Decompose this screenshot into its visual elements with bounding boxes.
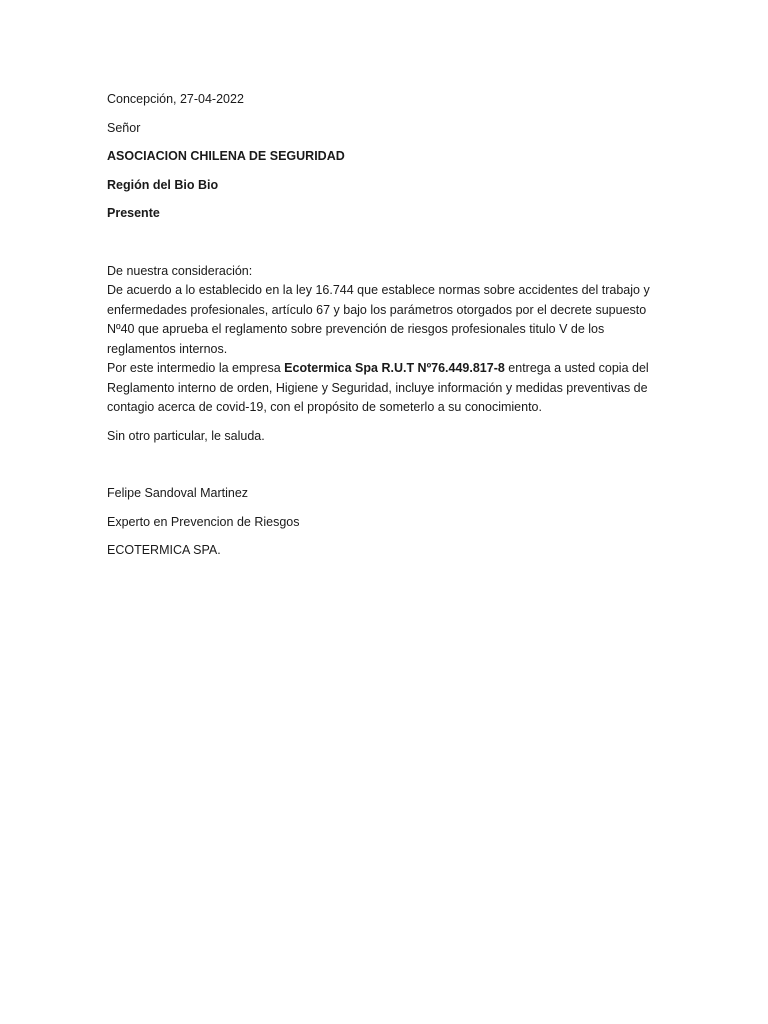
- signer-company: ECOTERMICA SPA.: [107, 543, 221, 557]
- recipient-region: Región del Bio Bio: [107, 177, 219, 192]
- salutation: Señor: [107, 120, 141, 135]
- signer-name: Felipe Sandoval Martinez: [107, 486, 249, 500]
- paragraph-delivery-suffix: entrega a usted copia del Reglamento interno de orden, Higiene y Seguridad, incluye información y medidas preventivas de contagio acerca de covid-19, con el propósito de someterlo a su conocimiento.: [107, 361, 649, 414]
- place-date: Concepción, 27-04-2022: [107, 92, 244, 106]
- signer-title: Experto en Prevencion de Riesgos: [107, 514, 300, 529]
- company-rut: Ecotermica Spa R.U.T Nº76.449.817-8: [284, 361, 505, 375]
- paragraph-law: De acuerdo a lo establecido en la ley 16.744 que establece normas sobre accidentes del trabajo y enfermedades profesionales, artículo 67 y bajo los parámetros otorgados por el decrete supuesto Nº40 que aprueba el reglamento sobre prevención de riesgos profesionales titulo V de los reglamentos internos.: [107, 283, 650, 356]
- paragraph-delivery-prefix: Por este intermedio la empresa: [107, 361, 285, 375]
- paragraph-delivery: [107, 359, 667, 418]
- closing: Sin otro particular, le saluda.: [107, 428, 265, 443]
- presente: Presente: [107, 206, 160, 220]
- letter-body: [107, 90, 667, 561]
- recipient-org: ASOCIACION CHILENA DE SEGURIDAD: [107, 149, 345, 163]
- greeting: De nuestra consideración:: [107, 263, 253, 278]
